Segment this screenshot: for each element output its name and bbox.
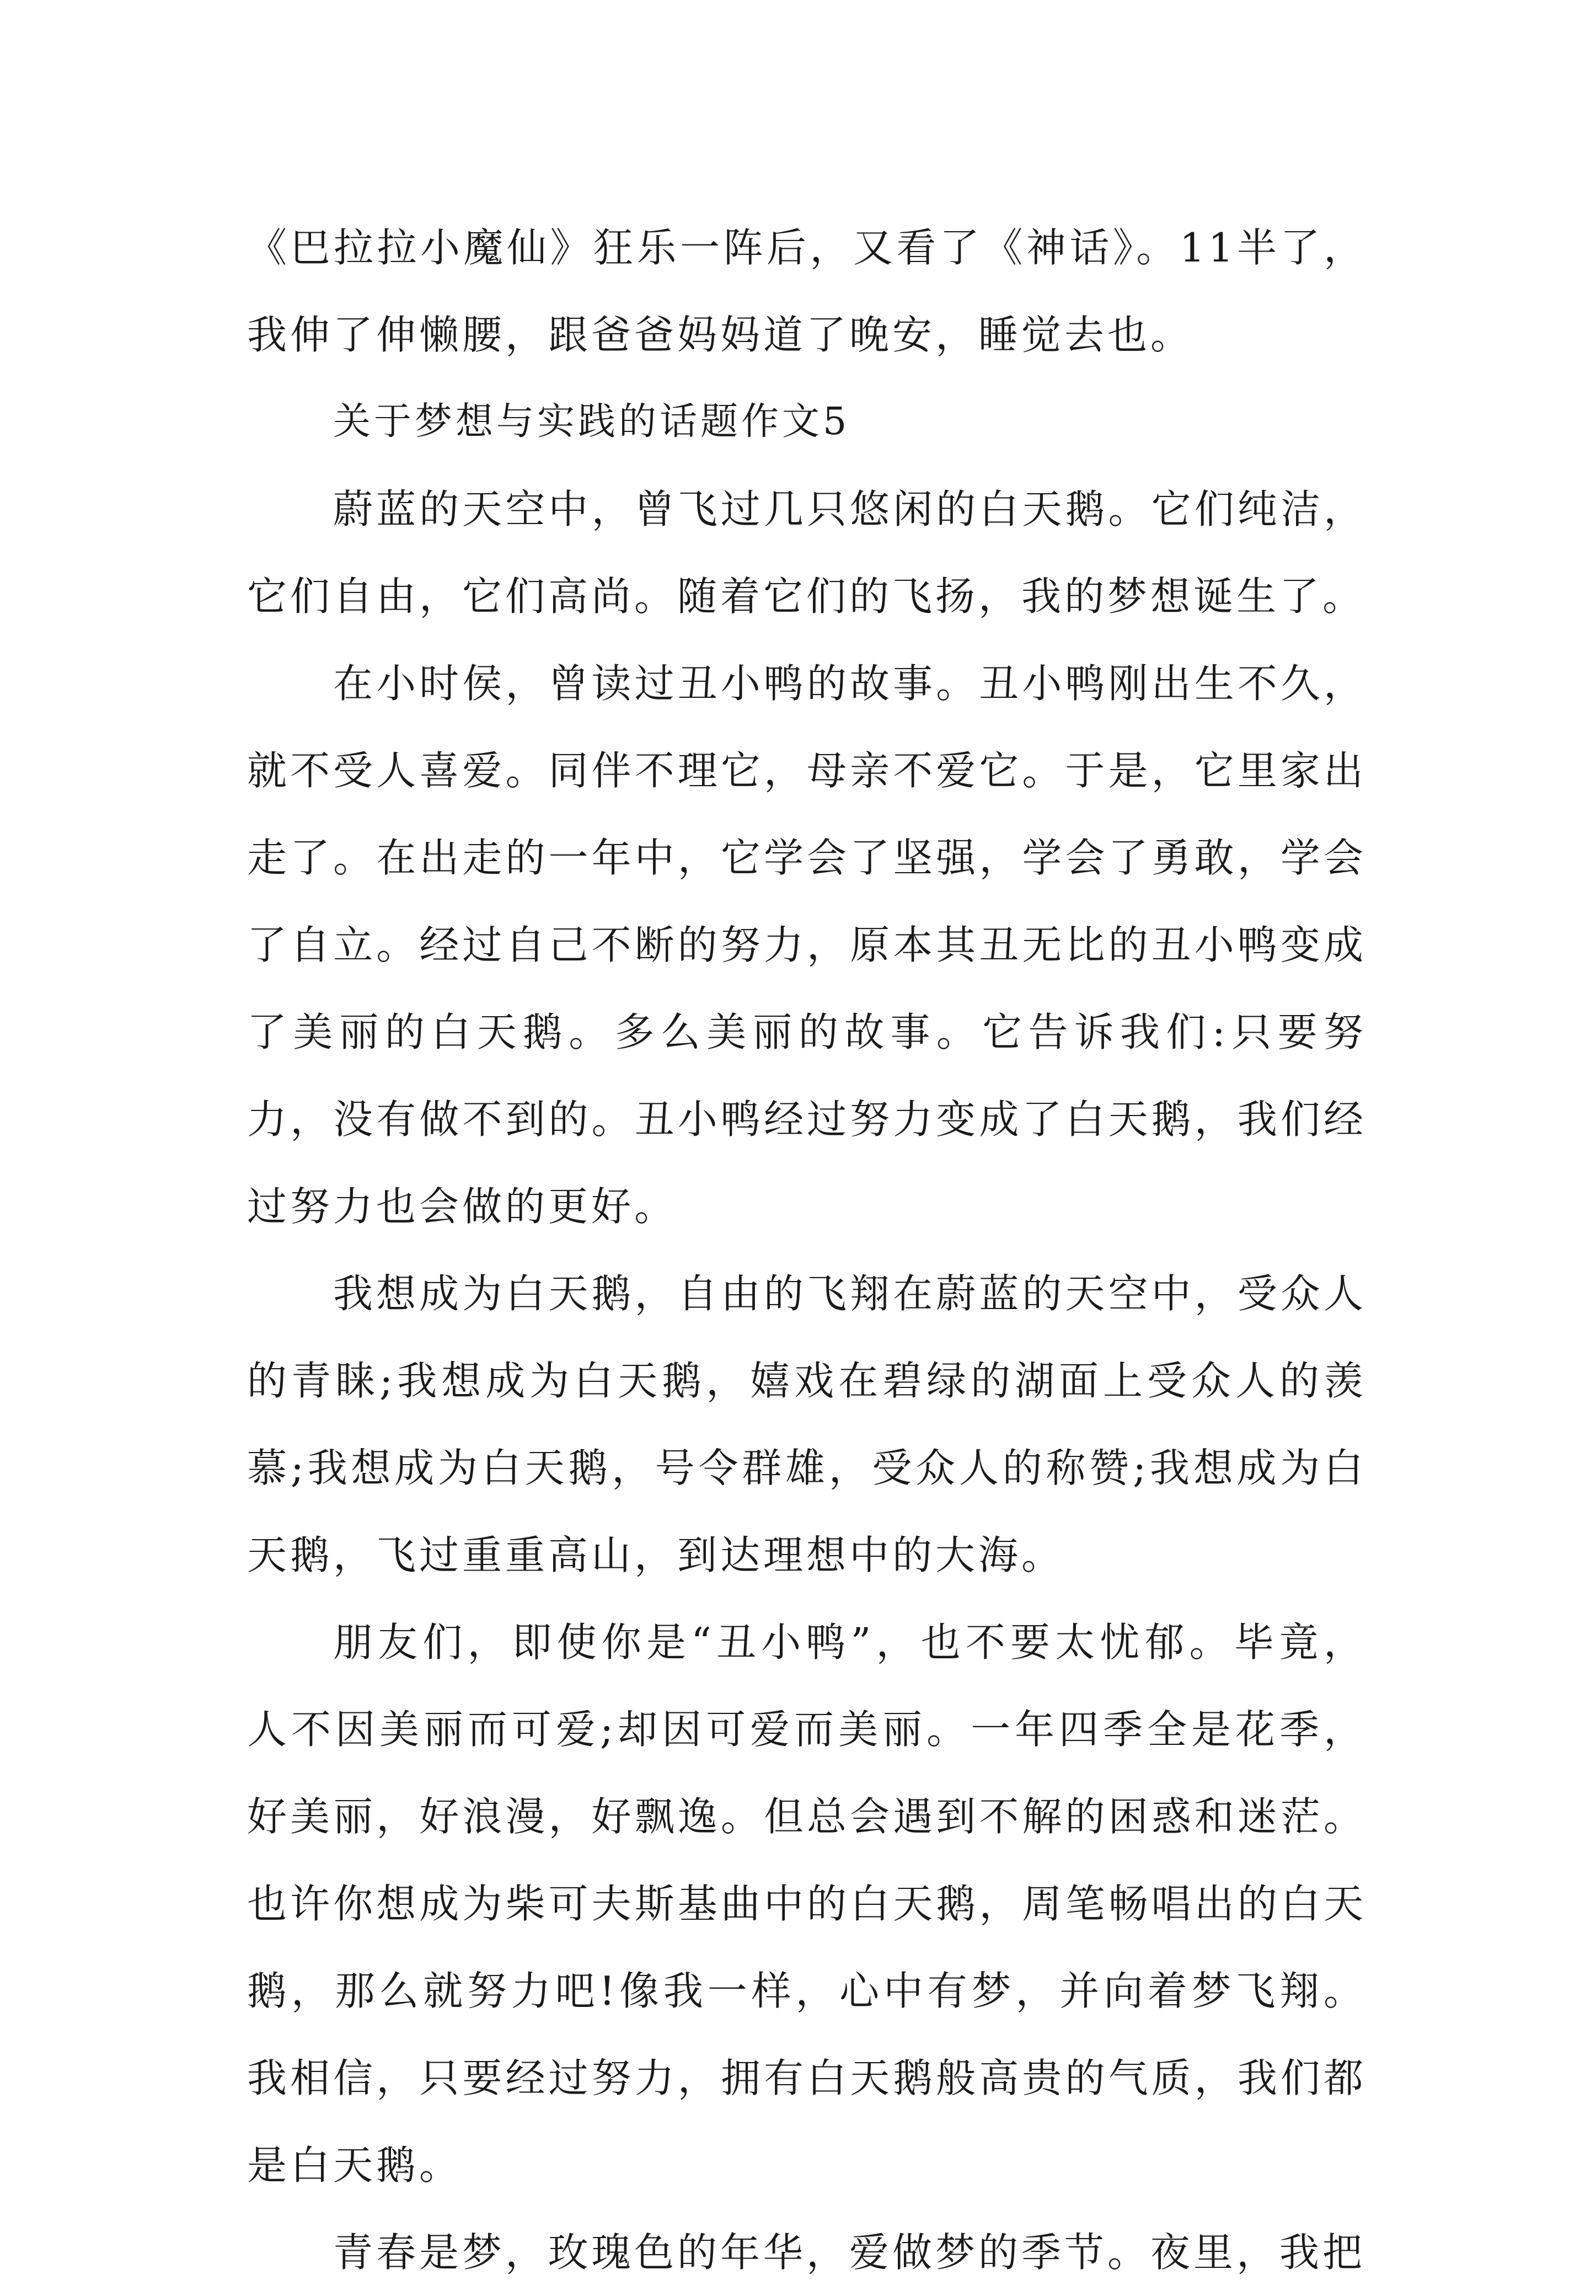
paragraph: 我想成为白天鹅，自由的飞翔在蔚蓝的天空中，受众人的青睐;我想成为白天鹅，嬉戏在碧绿的湖面上受众人的羡慕;我想成为白天鹅，号令群雄，受众人的称赞;我想成为白天鹅，飞过重重高山，到达理想中的大海。 [247,1270,1367,1578]
paragraph: 朋友们，即使你是“丑小鸭”，也不要太忧郁。毕竟，人不因美丽而可爱;却因可爱而美丽。一年四季全是花季，好美丽，好浪漫，好飘逸。但总会遇到不解的困惑和迷茫。也许你想成为柴可夫斯基曲中的白天鹅，周笔畅唱出的白天鹅，那么就努力吧!像我一样，心中有梦，并向着梦飞翔。我相信，只要经过努力，拥有白天鹅般高贵的气质，我们都是白天鹅。 [247,1619,1367,2188]
paragraph: 蔚蓝的天空中，曾飞过几只悠闲的白天鹅。它们纯洁，它们自由，它们高尚。随着它们的飞扬，我的梦想诞生了。 [247,486,1367,620]
section-heading: 关于梦想与实践的话题作文5 [333,400,850,444]
document-body [247,204,1367,2296]
paragraph-continuation: 《巴拉拉小魔仙》狂乐一阵后，又看了《神话》。11半了，我伸了伸懒腰，跟爸爸妈妈道了晚安，睡觉去也。 [247,225,1367,358]
paragraph: 在小时侯，曾读过丑小鸭的故事。丑小鸭刚出生不久，就不受人喜爱。同伴不理它，母亲不爱它。于是，它里家出走了。在出走的一年中，它学会了坚强，学会了勇敢，学会了自立。经过自己不断的努力，原本其丑无比的丑小鸭变成了美丽的白天鹅。多么美丽的故事。它告诉我们:只要努力，没有做不到的。丑小鸭经过努力变成了白天鹅，我们经过努力也会做的更好。 [247,660,1367,1230]
paragraph: 青春是梦，玫瑰色的年华，爱做梦的季节。夜里，我把 [333,2229,1366,2276]
